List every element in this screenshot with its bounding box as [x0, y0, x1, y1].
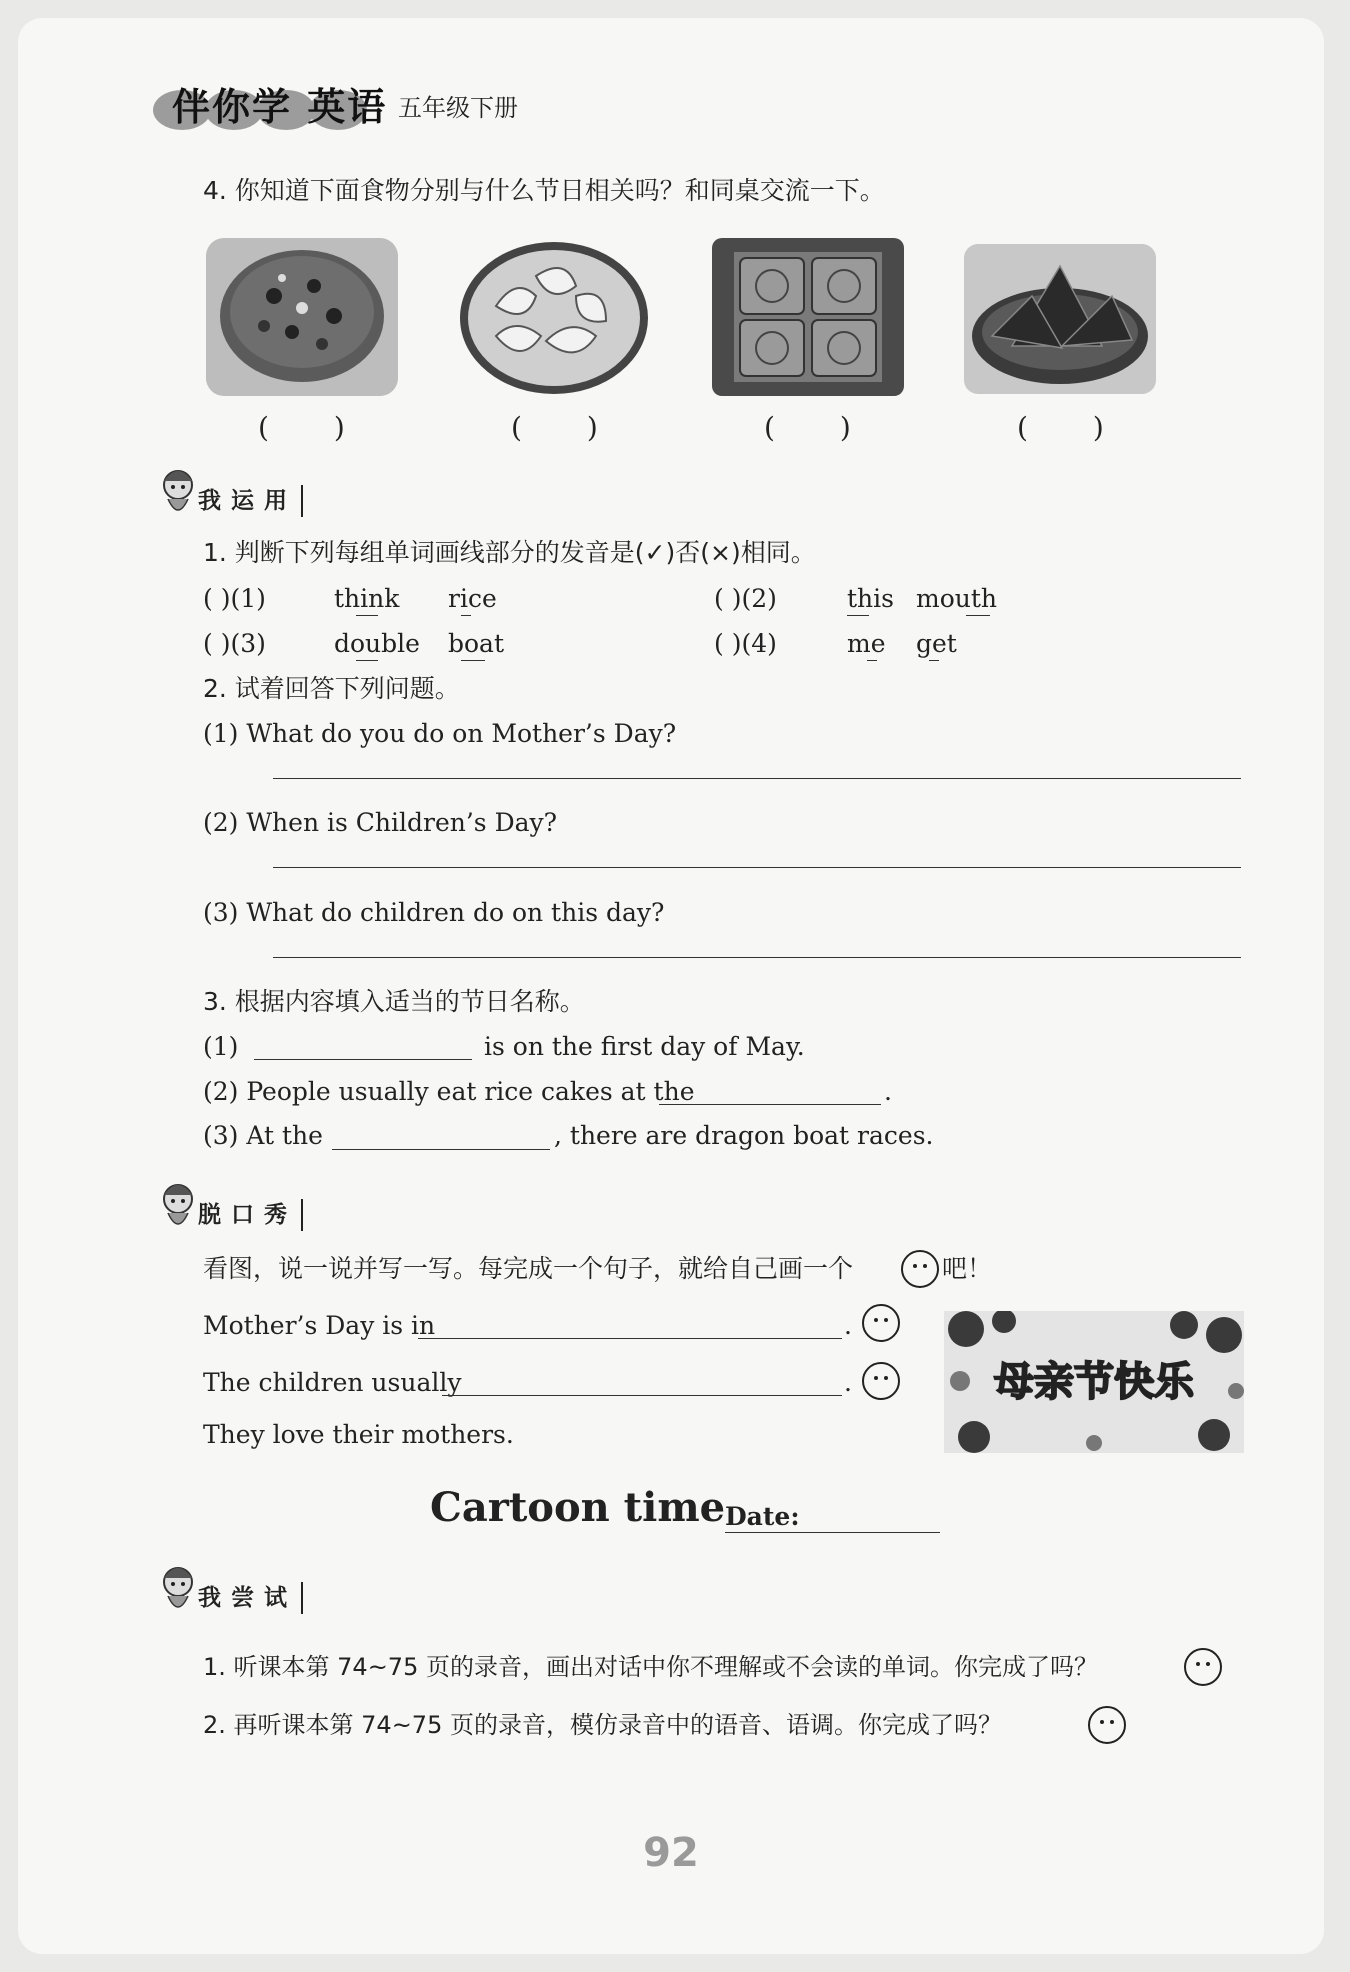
- s1-q3-item3-post: , there are dragon boat races.: [554, 1121, 934, 1150]
- underline-mark: [461, 660, 485, 661]
- underline-mark: [356, 660, 378, 661]
- s1-q3-item2-pre: (2) People usually eat rice cakes at the: [203, 1077, 695, 1106]
- s2-intro-a: 看图，说一说并写一写。每完成一个句子，就给自己画一个: [203, 1254, 854, 1283]
- fill-blank-2[interactable]: [659, 1104, 881, 1105]
- cartoon-time-title: Cartoon time: [430, 1484, 726, 1531]
- s2-intro-b: 吧！: [942, 1254, 993, 1283]
- date-field[interactable]: [725, 1532, 940, 1533]
- girl-mascot-icon: [154, 1179, 200, 1235]
- dumplings-image: [456, 236, 652, 398]
- s1-q1-item4-word2: get: [916, 629, 957, 658]
- section-badge-try: [154, 1578, 354, 1618]
- s1-q2-prompt: 2. 试着回答下列问题。: [203, 674, 460, 703]
- s1-q1-item1-num[interactable]: ( )(1): [203, 584, 266, 613]
- s1-q1-item2-num[interactable]: ( )(2): [714, 584, 777, 613]
- s2-line3: They love their mothers.: [203, 1420, 514, 1449]
- underline-mark: [356, 615, 378, 616]
- zongzi-image: [962, 236, 1158, 398]
- s1-q2-item1: (1) What do you do on Mother’s Day?: [203, 719, 677, 748]
- mooncakes-image: [710, 236, 906, 398]
- underline-mark: [847, 615, 869, 616]
- underline-mark: [461, 615, 471, 616]
- fill-blank-3[interactable]: [332, 1149, 550, 1150]
- s1-q1-item3-num[interactable]: ( )(3): [203, 629, 266, 658]
- workbook-page: [18, 18, 1324, 1954]
- answer-line-2[interactable]: [273, 867, 1241, 868]
- answer-line-1[interactable]: [273, 778, 1241, 779]
- s1-q3-item1-post: is on the first day of May.: [484, 1032, 805, 1061]
- smiley-icon[interactable]: [862, 1362, 900, 1400]
- answer-line-3[interactable]: [273, 957, 1241, 958]
- s3-item1: 1. 听课本第 74~75 页的录音，画出对话中你不理解或不会读的单词。你完成了吗？: [203, 1653, 1098, 1681]
- s1-q2-item3: (3) What do children do on this day?: [203, 898, 665, 927]
- s1-q3-item2-post: .: [884, 1077, 892, 1106]
- s1-q3-item3-pre: (3) At the: [203, 1121, 323, 1150]
- badge-label: 脱口秀: [198, 1199, 303, 1231]
- s1-q1-item1-word1: think: [334, 584, 400, 613]
- s1-q1-item2-word2: mouth: [916, 584, 998, 613]
- s1-q1-item3-word1: double: [334, 629, 420, 658]
- smiley-icon[interactable]: [1184, 1648, 1222, 1686]
- girl-mascot-icon: [154, 465, 200, 521]
- s1-q1-item1-word2: rice: [448, 584, 497, 613]
- badge-label: 我运用: [198, 485, 303, 517]
- s2-dot: .: [844, 1311, 852, 1340]
- card-text: 母亲节快乐: [994, 1359, 1194, 1405]
- brand-title: 伴你学 英语: [172, 85, 388, 129]
- s1-q1-item3-word2: boat: [448, 629, 505, 658]
- s2-line1: Mother’s Day is in: [203, 1311, 436, 1340]
- s2-dot: .: [844, 1368, 852, 1397]
- grade-label: 五年级下册: [398, 94, 518, 122]
- s1-q2-item2: (2) When is Children’s Day?: [203, 808, 558, 837]
- underline-mark: [867, 660, 877, 661]
- section-badge-talk-show: [154, 1195, 354, 1235]
- date-label: Date:: [725, 1502, 800, 1531]
- fill-blank-mothers-day[interactable]: [418, 1338, 842, 1339]
- answer-blank-4[interactable]: ( ): [1017, 411, 1132, 444]
- girl-mascot-icon: [154, 1562, 200, 1618]
- s2-line2: The children usually: [203, 1368, 462, 1397]
- fill-blank-1[interactable]: [254, 1059, 472, 1060]
- answer-blank-1[interactable]: ( ): [258, 411, 373, 444]
- answer-blank-2[interactable]: ( ): [511, 411, 626, 444]
- fill-blank-children[interactable]: [442, 1395, 842, 1396]
- section-badge-apply: [154, 481, 354, 521]
- q4-prompt: 4. 你知道下面食物分别与什么节日相关吗？和同桌交流一下。: [203, 176, 885, 205]
- s1-q3-prompt: 3. 根据内容填入适当的节日名称。: [203, 987, 585, 1016]
- underline-mark: [966, 615, 990, 616]
- s3-item2: 2. 再听课本第 74~75 页的录音，模仿录音中的语音、语调。你完成了吗？: [203, 1711, 1002, 1739]
- s1-q1-item4-word1: me: [847, 629, 886, 658]
- smiley-icon[interactable]: [862, 1304, 900, 1342]
- s1-q3-item1-pre: (1): [203, 1032, 239, 1061]
- s1-q1-item4-num[interactable]: ( )(4): [714, 629, 777, 658]
- smiley-icon: [901, 1250, 939, 1288]
- badge-label: 我尝试: [198, 1582, 303, 1614]
- mothers-day-card-image: [944, 1311, 1244, 1453]
- underline-mark: [929, 660, 939, 661]
- page-number: 92: [643, 1830, 699, 1876]
- smiley-icon[interactable]: [1088, 1706, 1126, 1744]
- rice-cake-image: [204, 236, 400, 398]
- s1-q1-item2-word1: this: [847, 584, 894, 613]
- answer-blank-3[interactable]: ( ): [764, 411, 879, 444]
- s1-q1-prompt: 1. 判断下列每组单词画线部分的发音是(✓)否(×)相同。: [203, 538, 816, 567]
